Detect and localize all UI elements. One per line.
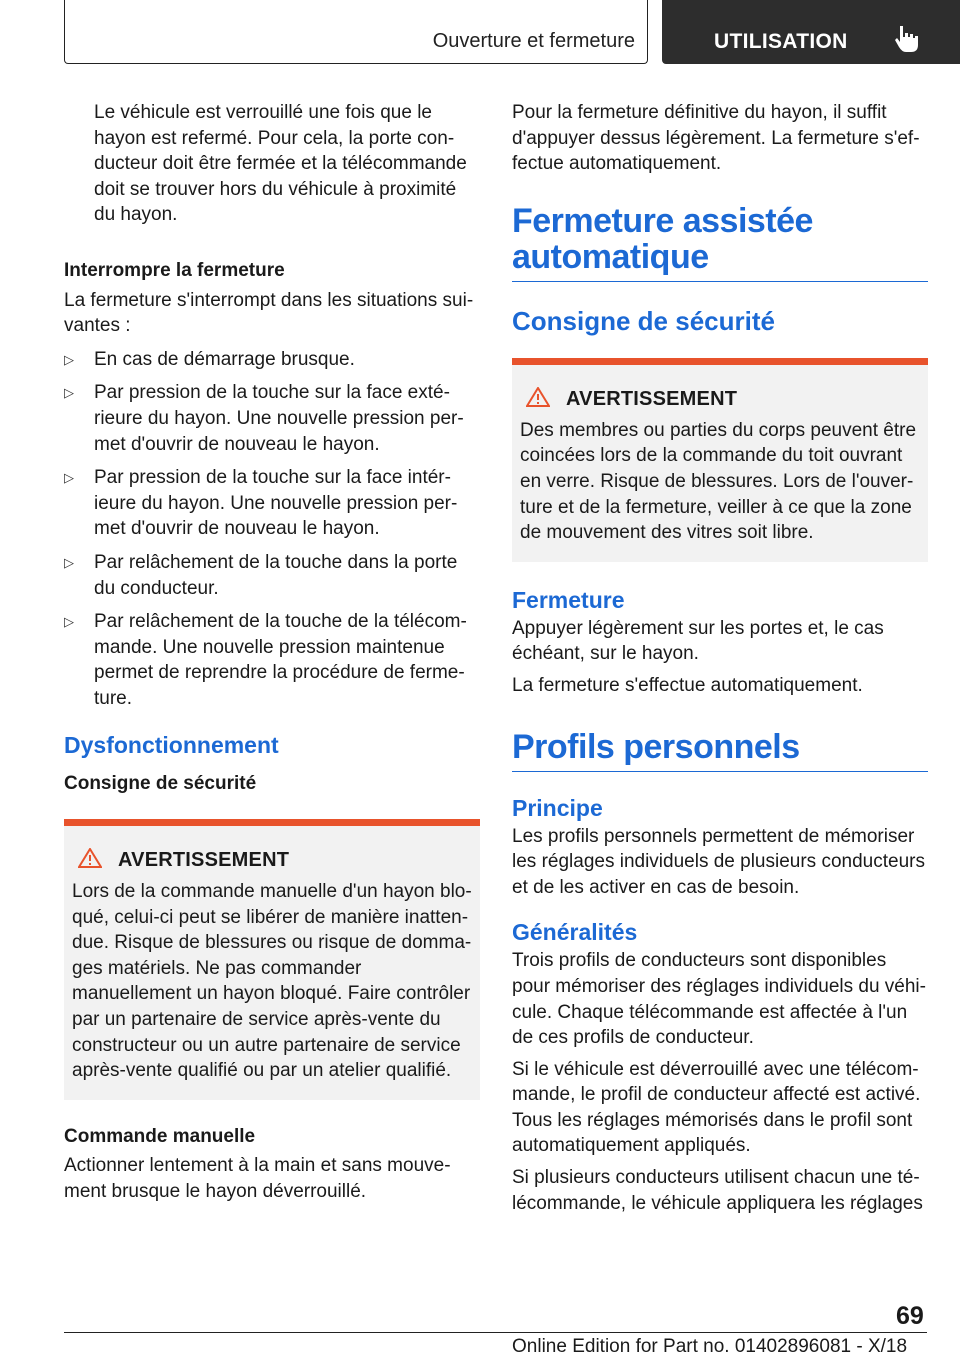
triangle-bullet-icon: ▷: [64, 554, 74, 570]
triangle-bullet-icon: ▷: [64, 470, 74, 486]
warning-triangle-icon: [520, 387, 566, 412]
header-section-tab: [64, 0, 648, 64]
warning-box: [512, 358, 928, 562]
general-paragraph-2: Si le véhicule est déverrouillé avec une télécommande, le profil de conducteur affecté est activé. Tous les réglages mémorisés dans le profil sont automatiquement appliqués.: [512, 1058, 921, 1157]
interrupt-paragraph: La fermeture s'interrompt dans les situations suivantes :: [64, 289, 474, 337]
safety-heading: Consigne de sécurité: [64, 773, 257, 795]
profiles-heading: Profils personnels: [512, 729, 928, 772]
principle-heading: Principe: [512, 794, 603, 821]
interrupt-list: [64, 347, 480, 712]
warning-triangle-icon: [72, 848, 118, 873]
list-item: ▷ Par pression de la touche sur la face extérieure du hayon. Une nouvelle pression permet d'ouvrir de nouveau le hayon.: [64, 382, 464, 455]
list-item: ▷ En cas de démarrage brusque.: [64, 347, 480, 373]
closing-heading: Fermeture: [512, 586, 625, 613]
triangle-bullet-icon: ▷: [64, 614, 74, 630]
warning-label: AVERTISSEMENT: [118, 849, 290, 872]
footer-divider: [64, 1332, 927, 1333]
footer-edition: Online Edition for Part no. 01402896081 - X/18: [512, 1336, 908, 1357]
triangle-bullet-icon: ▷: [64, 385, 74, 401]
list-item: ▷ Par pression de la touche sur la face intérieure du hayon. Une nouvelle pression permet d'ouvrir de nouveau le hayon.: [64, 467, 458, 540]
header-chapter-tab: [662, 0, 960, 64]
general-paragraph-3: Si plusieurs conducteurs utilisent chacun une télécommande, le véhicule appliquera les réglages: [512, 1167, 923, 1214]
principle-paragraph: Les profils personnels permettent de mémoriser les réglages individuels de plusieurs conducteurs et de les activer en cas de besoin.: [512, 825, 925, 898]
warning-label: AVERTISSEMENT: [566, 387, 738, 410]
warning-text: Lors de la commande manuelle d'un hayon bloqué, celui-ci peut se libérer de manière inattendue. Risque de blessures ou risque de dommages matériels. Ne pas commander manuellement un hayon bloqué. Faire contrôler par un partenaire de service après-vente du constructeur ou un autre partenaire de service après-vente qualifié ou par un atelier qualifié.: [72, 881, 472, 1082]
right-column: [512, 100, 928, 1222]
header-chapter-title: UTILISATION: [714, 30, 848, 53]
general-paragraph-1: Trois profils de conducteurs sont disponibles pour mémoriser des réglages individuels du véhicule. Chaque télécommande est affectée à l'un de ces profils de conducteur.: [512, 950, 926, 1049]
list-item: ▷ Par relâchement de la touche dans la porte du conducteur.: [64, 551, 458, 599]
warning-text: Des membres ou parties du corps peuvent être coincées lors de la commande du toit ouvrant en verre. Risque de blessures. Lors de l'ouverture et de la fermeture, veiller à ce que la zone de mouvement des vitres soit libre.: [520, 419, 917, 544]
manual-paragraph: Actionner lentement à la main et sans mouvement brusque le hayon déverrouillé.: [64, 1155, 451, 1202]
closing-paragraph-2: La fermeture s'effectue automatiquement.: [512, 674, 863, 696]
general-heading: Généralités: [512, 919, 638, 946]
list-item: ▷ Par relâchement de la touche de la télécommande. Une nouvelle pression maintenue permet de reprendre la procédure de fermeture.: [64, 611, 467, 709]
assist-heading: Fermeture assistée automatique: [512, 203, 928, 282]
malfunction-heading: Dysfonctionnement: [64, 732, 279, 759]
manual-heading: Commande manuelle: [64, 1125, 256, 1147]
safety-heading-right: Consigne de sécurité: [512, 305, 775, 336]
interrupt-heading: Interrompre la fermeture: [64, 259, 285, 281]
page-number: 69: [896, 1302, 924, 1330]
closing-paragraph-1: Appuyer légèrement sur les portes et, le cas échéant, sur le hayon.: [512, 617, 884, 665]
header-section-title: Ouverture et fermeture: [432, 30, 635, 52]
closing-intro: Pour la fermeture définitive du hayon, il suffit d'appuyer dessus légèrement. La fermeture s'effectue automatiquement.: [512, 102, 920, 175]
warning-box: [64, 819, 480, 1100]
hand-pointer-icon: [894, 24, 922, 54]
left-column: [64, 100, 480, 1211]
intro-paragraph: Le véhicule est verrouillé une fois que le hayon est refermé. Pour cela, la porte conducteur doit être fermée et la télécommande doit se trouver hors du véhicule à proximité du hayon.: [94, 102, 467, 226]
triangle-bullet-icon: ▷: [64, 351, 74, 367]
